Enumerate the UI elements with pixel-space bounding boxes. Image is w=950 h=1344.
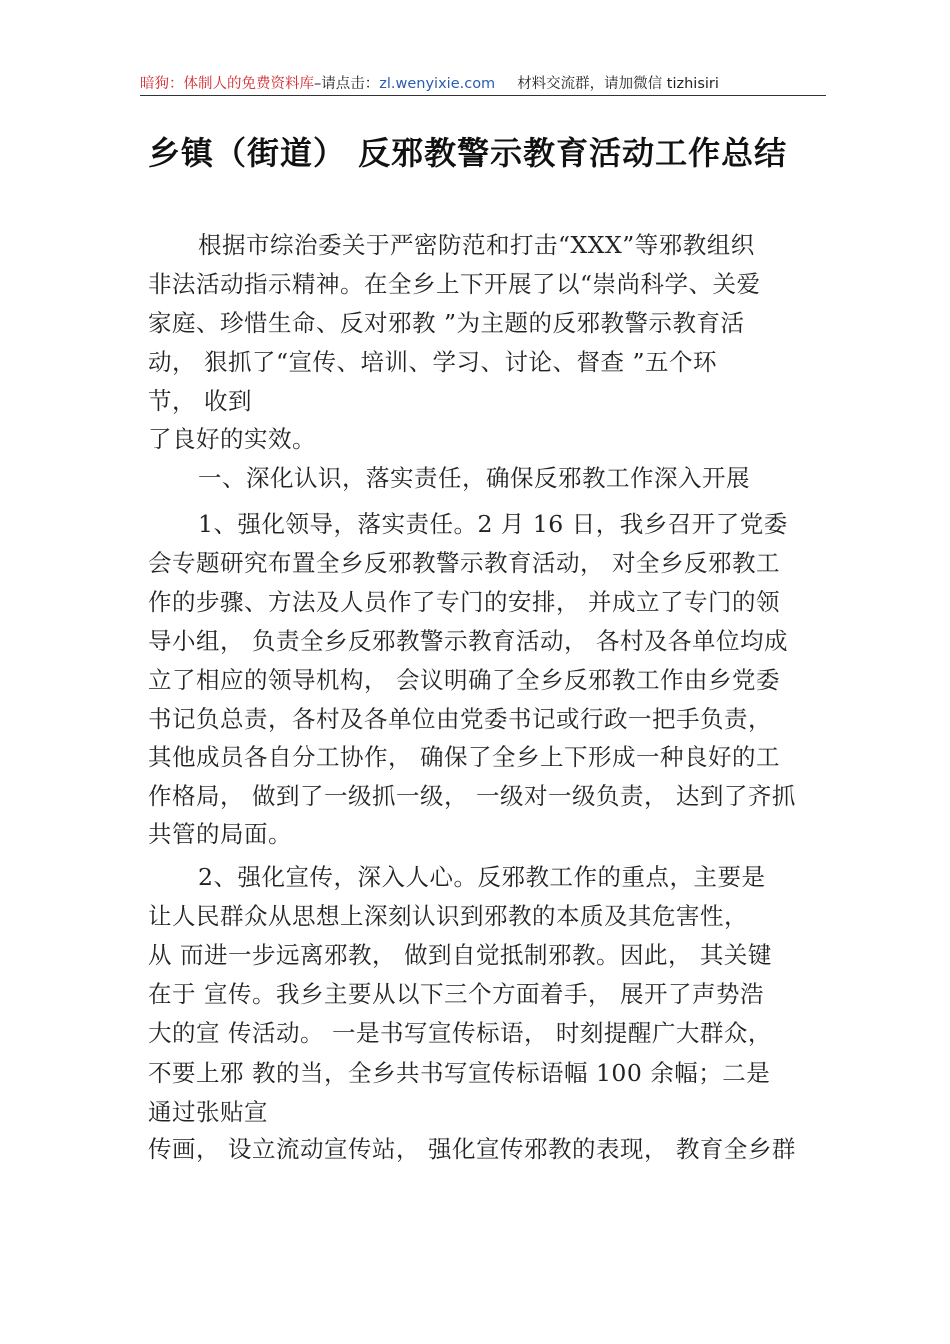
body-line: 书记负总责，各村及各单位由党委书记或行政一把手负责， (148, 705, 772, 733)
body-line: 共管的局面。 (148, 820, 292, 848)
page-header (140, 72, 826, 94)
body-line: 2、强化宣传，深入人心。反邪教工作的重点，主要是 (198, 863, 766, 891)
header-url-link[interactable]: zl.wenyixie.com (379, 76, 496, 92)
body-line: 通过张贴宣 (148, 1098, 268, 1126)
body-line: 导小组， 负责全乡反邪教警示教育活动， 各村及各单位均成 (148, 627, 788, 655)
body-line: 大的宣 传活动。 一是书写宣传标语， 时刻提醒广大群众， (148, 1019, 772, 1047)
header-prompt: –请点击： (314, 76, 380, 92)
body-line: 立了相应的领导机构， 会议明确了全乡反邪教工作由乡党委 (148, 666, 780, 694)
section-heading: 一、深化认识，落实责任，确保反邪教工作深入开展 (198, 464, 750, 492)
body-line: 从 而进一步远离邪教， 做到自觉抵制邪教。因此， 其关键 (148, 941, 772, 969)
document-title: 乡镇（街道） 反邪教警示教育活动工作总结 (148, 134, 788, 172)
body-line: 其他成员各自分工协作， 确保了全乡上下形成一种良好的工 (148, 743, 780, 771)
body-line: 在于 宣传。我乡主要从以下三个方面着手， 展开了声势浩 (148, 980, 764, 1008)
body-line: 非法活动指示精神。在全乡上下开展了以“崇尚科学、关爱 (148, 270, 761, 298)
body-line: 传画， 设立流动宣传站， 强化宣传邪教的表现， 教育全乡群 (148, 1135, 796, 1163)
body-line: 作的步骤、方法及人员作了专门的安排， 并成立了专门的领 (148, 588, 780, 616)
header-promo: 暗狗：体制人的免费资料库 (140, 76, 314, 92)
body-line: 会专题研究布置全乡反邪教警示教育活动， 对全乡反邪教工 (148, 549, 780, 577)
body-line: 了良好的实效。 (148, 425, 316, 453)
body-line: 根据市综治委关于严密防范和打击“XXX”等邪教组织 (198, 231, 755, 259)
body-line: 作格局， 做到了一级抓一级， 一级对一级负责， 达到了齐抓 (148, 782, 796, 810)
header-contact: 材料交流群，请加微信 tizhisiri (517, 76, 719, 92)
body-line: 动， 狠抓了“宣传、培训、学习、讨论、督查 ”五个环 (148, 348, 717, 376)
body-line: 不要上邪 教的当，全乡共书写宣传标语幅 100 余幅；二是 (148, 1059, 771, 1087)
body-line: 让人民群众从思想上深刻认识到邪教的本质及其危害性， (148, 902, 748, 930)
body-line: 节， 收到 (148, 387, 252, 415)
body-line: 家庭、珍惜生命、反对邪教 ”为主题的反邪教警示教育活 (148, 309, 745, 337)
header-divider (140, 95, 826, 96)
body-line: 1、强化领导，落实责任。2 月 16 日，我乡召开了党委 (198, 510, 788, 538)
